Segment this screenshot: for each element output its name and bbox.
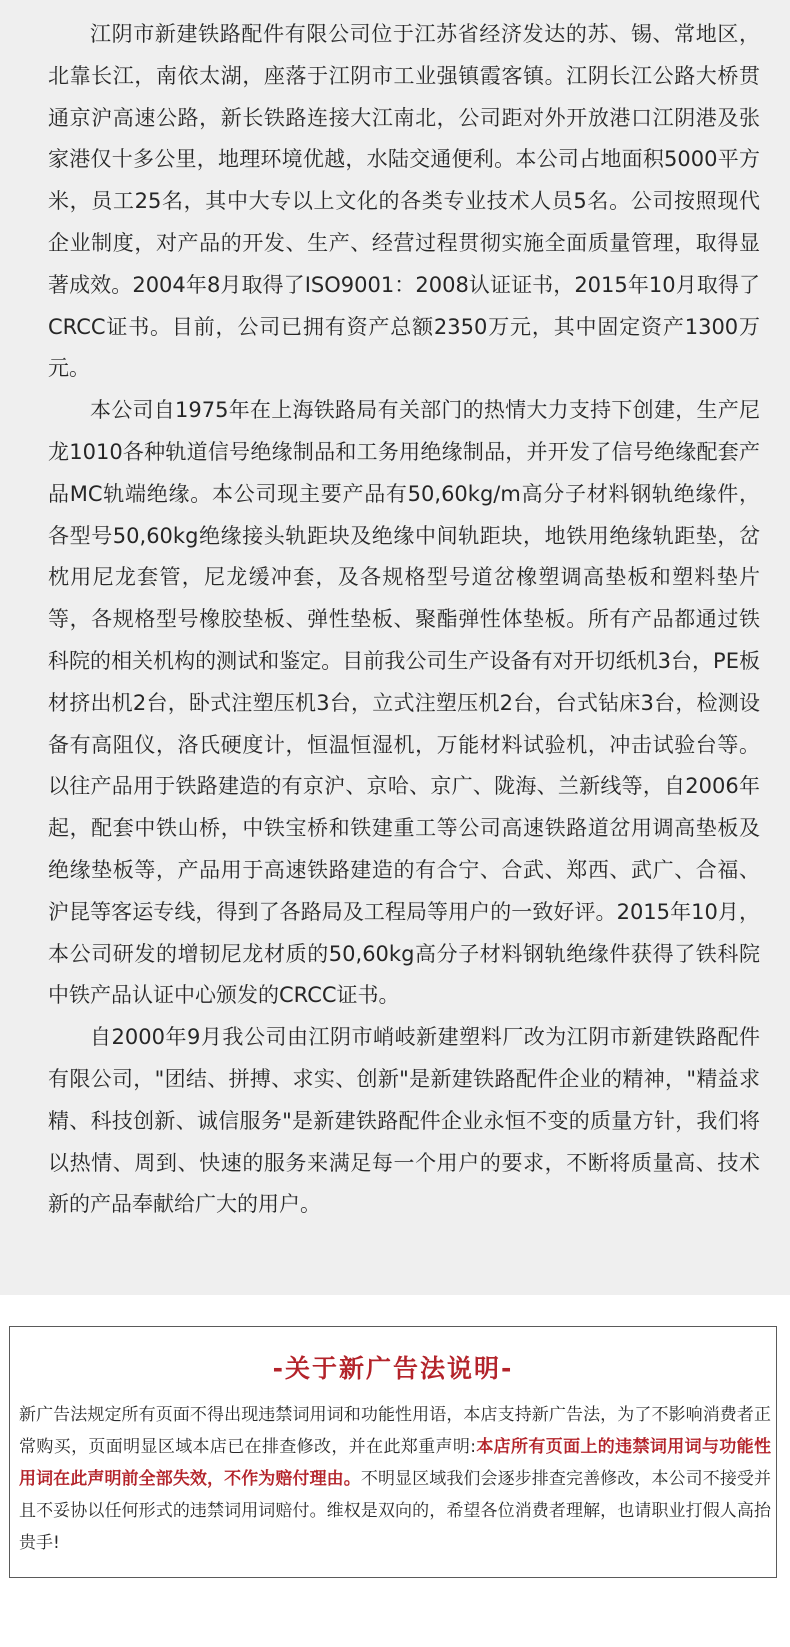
intro-paragraph-mission: 自2000年9月我公司由江阴市峭岐新建塑料厂改为江阴市新建铁路配件有限公司，"团结、拼搏、求实、创新"是新建铁路配件企业的精神，"精益求精、科技创新、诚信服务"是新建铁路配件企业永恒不变的质量方针，我们将以热情、周到、快速的服务来满足每一个用户的要求，不断将质量高、技术新的产品奉献给广大的用户。 [48,1025,760,1217]
notice-text-intro: 新广告法规定所有页面不得出现违禁词用词和功能性用语，本店支持新广告法，为了不影响消费者正常购买，页面明显区域本店已在排查修改，并在此郑重声明: [19,1405,771,1457]
intro-paragraph-location: 江阴市新建铁路配件有限公司位于江苏省经济发达的苏、锡、常地区，北靠长江，南依太湖，座落于江阴市工业强镇霞客镇。江阴长江公路大桥贯通京沪高速公路，新长铁路连接大江南北，公司距对外开放港口江阴港及张家港仅十多公里，地理环境优越，水陆交通便利。本公司占地面积5000平方米，员工25名，其中大专以上文化的各类专业技术人员5名。公司按照现代企业制度，对产品的开发、生产、经营过程贯彻实施全面质量管理，取得显著成效。2004年8月取得了ISO9001：2008认证证书，2015年10月取得了CRCC证书。目前，公司已拥有资产总额2350万元，其中固定资产1300万元。 [48,22,760,381]
notice-text-emphasis: 本店所有页面上的违禁词用词与功能性用词在此声明前全部失效，不作为赔付理由。 [19,1437,772,1489]
intro-paragraph-products: 本公司自1975年在上海铁路局有关部门的热情大力支持下创建，生产尼龙1010各种轨道信号绝缘制品和工务用绝缘制品，并开发了信号绝缘配套产品MC轨端绝缘。本公司现主要产品有50,60kg/m高分子材料钢轨绝缘件，各型号50,60kg绝缘接头轨距块及绝缘中间轨距块，地铁用绝缘轨距垫，岔枕用尼龙套管，尼龙缓冲套，及各规格型号道岔橡塑调高垫板和塑料垫片等，各规格型号橡胶垫板、弹性垫板、聚酯弹性体垫板。所有产品都通过铁科院的相关机构的测试和鉴定。目前我公司生产设备有对开切纸机3台，PE板材挤出机2台，卧式注塑压机3台，立式注塑压机2台，台式钻床3台，检测设备有高阻仪，洛氏硬度计，恒温恒湿机，万能材料试验机，冲击试验台等。以往产品用于铁路建造的有京沪、京哈、京广、陇海、兰新线等，自2006年起，配套中铁山桥，中铁宝桥和铁建重工等公司高速铁路道岔用调高垫板及绝缘垫板等，产品用于高速铁路建造的有合宁、合武、郑西、武广、合福、沪昆等客运专线，得到了各路局及工程局等用户的一致好评。2015年10月，本公司研发的增韧尼龙材质的50,60kg高分子材料钢轨绝缘件获得了铁科院中铁产品认证中心颁发的CRCC证书。 [48,398,760,1008]
notice-text-closing: 不明显区域我们会逐步排查完善修改，本公司不接受并且不妥协以任何形式的违禁词用词赔付。维权是双向的，希望各位消费者理解，也请职业打假人高抬贵手! [19,1469,772,1553]
notice-title: -关于新广告法说明- [272,1354,514,1383]
company-intro-text [48,14,760,1226]
notice-body [19,1399,771,1559]
advertising-law-notice [9,1326,777,1578]
